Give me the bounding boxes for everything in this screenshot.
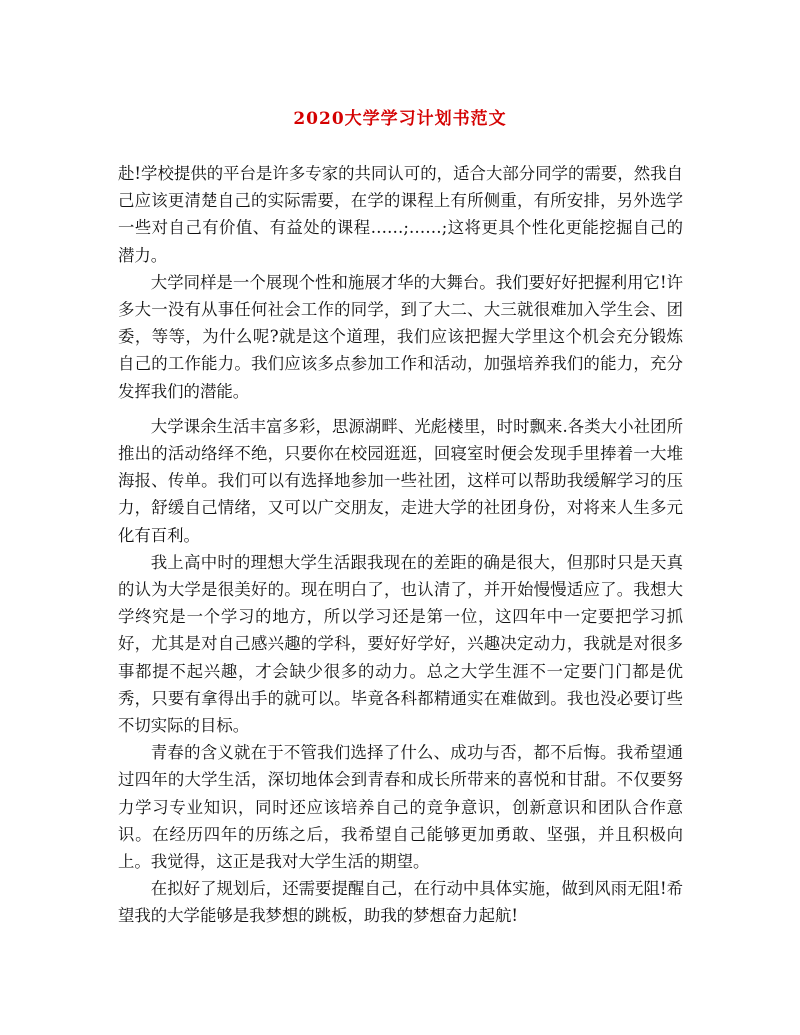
paragraph-3: 大学课余生活丰富多彩，思源湖畔、光彪楼里，时时飘来.各类大小社团所推出的活动络绎不绝，只要你在校园逛逛，回寝室时便会发现手里捧着一大堆海报、传单。我们可以有选择地参加一些社团，这样可以帮助我缓解学习的压力，舒缓自己情绪，又可以广交朋友，走进大学的社团身份，对将来人生多元化有百利。 [118, 416, 683, 545]
paragraph-5: 青春的含义就在于不管我们选择了什么、成功与否，都不后悔。我希望通过四年的大学生活，深切地体会到青春和成长所带来的喜悦和甘甜。不仅要努力学习专业知识，同时还应该培养自己的竞争意识，创新意识和团队合作意识。在经历四年的历练之后，我希望自己能够更加勇敢、坚强，并且积极向上。我觉得，这正是我对大学生活的期望。 [118, 743, 683, 872]
paragraph-2: 大学同样是一个展现个性和施展才华的大舞台。我们要好好把握利用它!许多大一没有从事任何社会工作的同学，到了大二、大三就很难加入学生会、团委，等等，为什么呢?就是这个道理，我们应该把握大学里这个机会充分锻炼自己的工作能力。我们应该多点参加工作和活动，加强培养我们的能力，充分发挥我们的潜能。 [118, 272, 683, 401]
document-title: 2020大学学习计划书范文 [293, 109, 507, 129]
paragraph-1: 赴!学校提供的平台是许多专家的共同认可的，适合大部分同学的需要，然我自己应该更清楚自己的实际需要，在学的课程上有所侧重，有所安排，另外选学一些对自己有价值、有益处的课程……;……;这将更具个性化更能挖掘自己的潜力。 [118, 164, 683, 265]
document-body [118, 160, 683, 930]
paragraph-4: 我上高中时的理想大学生活跟我现在的差距的确是很大，但那时只是天真的认为大学是很美好的。现在明白了，也认清了，并开始慢慢适应了。我想大学终究是一个学习的地方，所以学习还是第一位，这四年中一定要把学习抓好，尤其是对自己感兴趣的学科，要好好学好，兴趣决定动力，我就是对很多事都提不起兴趣，才会缺少很多的动力。总之大学生涯不一定要门门都是优秀，只要有拿得出手的就可以。毕竟各科都精通实在难做到。我也没必要订些不切实际的目标。 [118, 552, 683, 736]
paragraph-6: 在拟好了规划后，还需要提醒自己，在行动中具体实施，做到风雨无阻!希望我的大学能够是我梦想的跳板，助我的梦想奋力起航! [118, 879, 683, 926]
